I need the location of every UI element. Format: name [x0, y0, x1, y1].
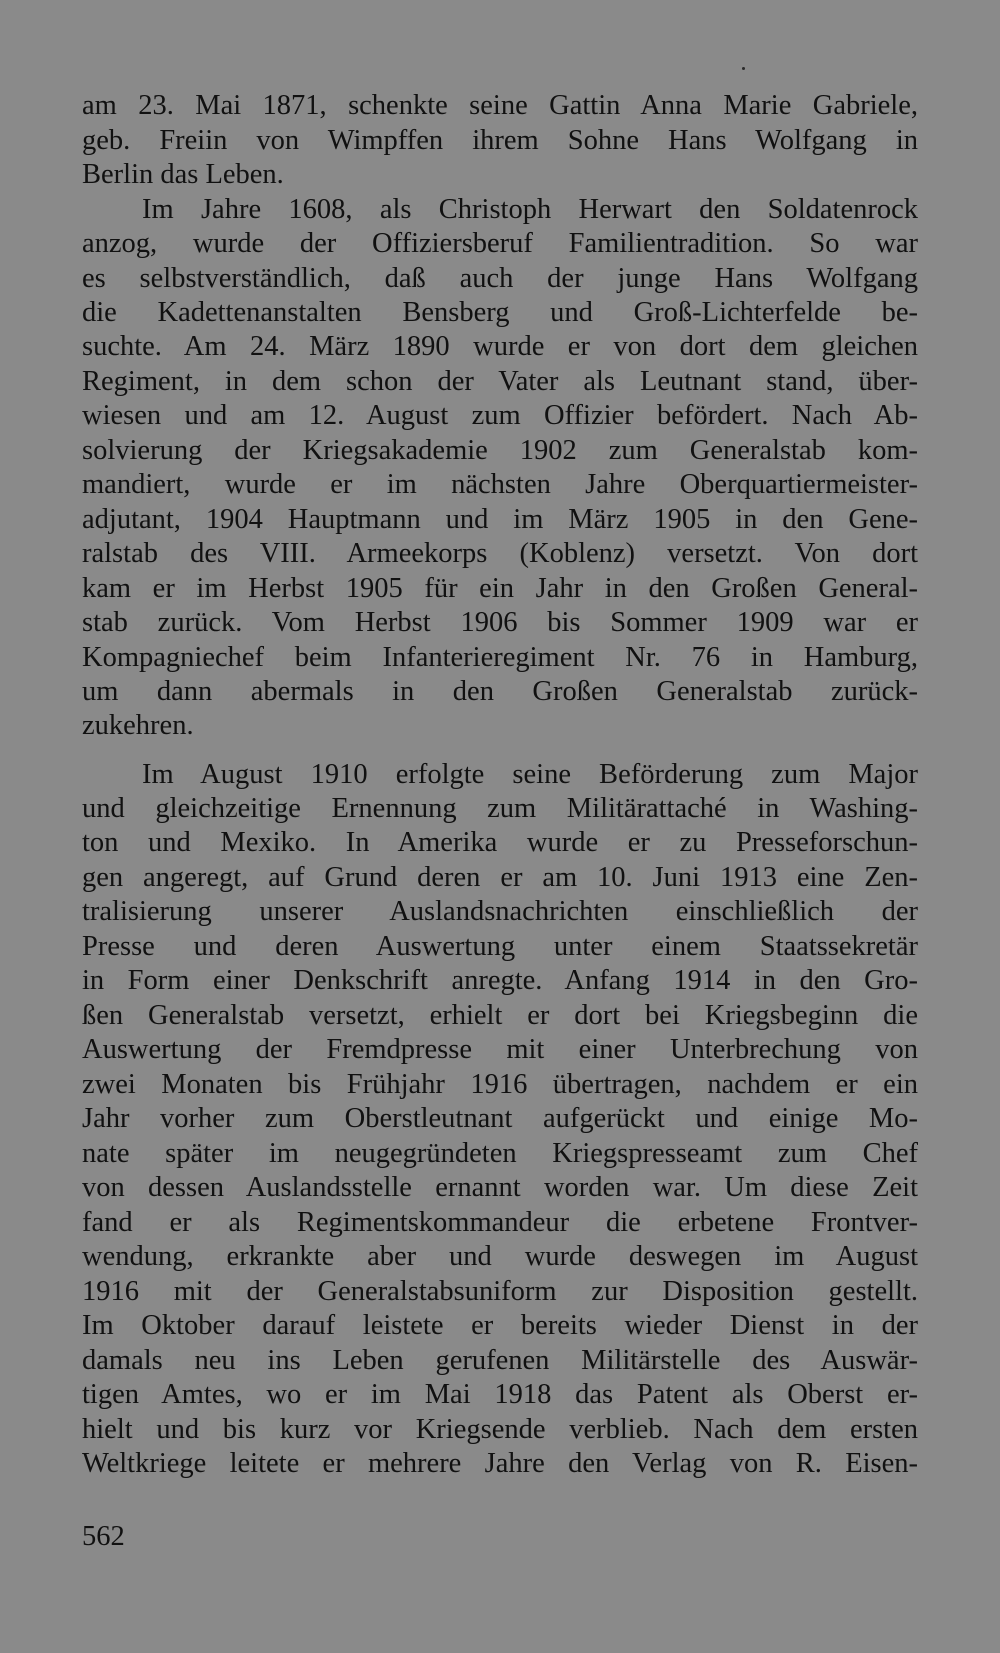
text-line: Im Oktober darauf leistete er bereits wieder Dienst in der: [82, 1310, 918, 1341]
text-line: suchte. Am 24. März 1890 wurde er von dort dem gleichen: [82, 331, 918, 362]
text-line: damals neu ins Leben gerufenen Militärstelle des Auswär-: [82, 1345, 918, 1376]
text-line: zukehren.: [82, 710, 194, 741]
text-line: tigen Amtes, wo er im Mai 1918 das Patent als Oberst er-: [82, 1379, 918, 1410]
text-line: tralisierung unserer Auslandsnachrichten einschließlich der: [82, 896, 918, 927]
text-line: hielt und bis kurz vor Kriegsende verblieb. Nach dem ersten: [82, 1414, 918, 1445]
text-line: um dann abermals in den Großen Generalstab zurück-: [82, 676, 918, 707]
text-line: adjutant, 1904 Hauptmann und im März 1905 in den Gene-: [82, 504, 918, 535]
text-line: mandiert, wurde er im nächsten Jahre Oberquartiermeister-: [82, 469, 918, 500]
text-line: ton und Mexiko. In Amerika wurde er zu Presseforschun-: [82, 827, 918, 858]
text-line: Kompagniechef beim Infanterieregiment Nr. 76 in Hamburg,: [82, 642, 918, 673]
text-line: wiesen und am 12. August zum Offizier befördert. Nach Ab-: [82, 400, 918, 431]
text-line: von dessen Auslandsstelle ernannt worden war. Um diese Zeit: [82, 1172, 918, 1203]
text-line: Presse und deren Auswertung unter einem Staatssekretär: [82, 931, 918, 962]
text-line: und gleichzeitige Ernennung zum Militärattaché in Washing-: [82, 793, 918, 824]
page-number: 562: [82, 1521, 125, 1552]
text-line: kam er im Herbst 1905 für ein Jahr in den Großen General-: [82, 573, 918, 604]
print-speck: [742, 67, 745, 70]
text-line: wendung, erkrankte aber und wurde deswegen im August: [82, 1241, 918, 1272]
text-line: nate später im neugegründeten Kriegspresseamt zum Chef: [82, 1138, 918, 1169]
text-line: 1916 mit der Generalstabsuniform zur Disposition gestellt.: [82, 1276, 918, 1307]
text-line: fand er als Regimentskommandeur die erbetene Frontver-: [82, 1207, 918, 1238]
text-line: geb. Freiin von Wimpffen ihrem Sohne Hans Wolfgang in: [82, 125, 918, 156]
text-line: ßen Generalstab versetzt, erhielt er dort bei Kriegsbeginn die: [82, 1000, 918, 1031]
text-line: Berlin das Leben.: [82, 159, 284, 190]
text-line: Jahr vorher zum Oberstleutnant aufgerückt und einige Mo-: [82, 1103, 918, 1134]
text-line: in Form einer Denkschrift anregte. Anfang 1914 in den Gro-: [82, 965, 918, 996]
text-line: Im Jahre 1608, als Christoph Herwart den Soldatenrock: [142, 194, 918, 225]
text-line: ralstab des VIII. Armeekorps (Koblenz) versetzt. Von dort: [82, 538, 918, 569]
text-line: Im August 1910 erfolgte seine Beförderung zum Major: [142, 759, 918, 790]
text-line: die Kadettenanstalten Bensberg und Groß-Lichterfelde be-: [82, 297, 918, 328]
text-line: anzog, wurde der Offiziersberuf Familientradition. So war: [82, 228, 918, 259]
text-line: stab zurück. Vom Herbst 1906 bis Sommer 1909 war er: [82, 607, 918, 638]
text-line: gen angeregt, auf Grund deren er am 10. Juni 1913 eine Zen-: [82, 862, 918, 893]
text-line: Weltkriege leitete er mehrere Jahre den Verlag von R. Eisen-: [82, 1448, 918, 1479]
text-line: solvierung der Kriegsakademie 1902 zum Generalstab kom-: [82, 435, 918, 466]
text-line: Regiment, in dem schon der Vater als Leutnant stand, über-: [82, 366, 918, 397]
text-line: am 23. Mai 1871, schenkte seine Gattin Anna Marie Gabriele,: [82, 90, 918, 121]
text-line: es selbstverständlich, daß auch der junge Hans Wolfgang: [82, 263, 918, 294]
text-line: Auswertung der Fremdpresse mit einer Unterbrechung von: [82, 1034, 918, 1065]
text-line: zwei Monaten bis Frühjahr 1916 übertragen, nachdem er ein: [82, 1069, 918, 1100]
